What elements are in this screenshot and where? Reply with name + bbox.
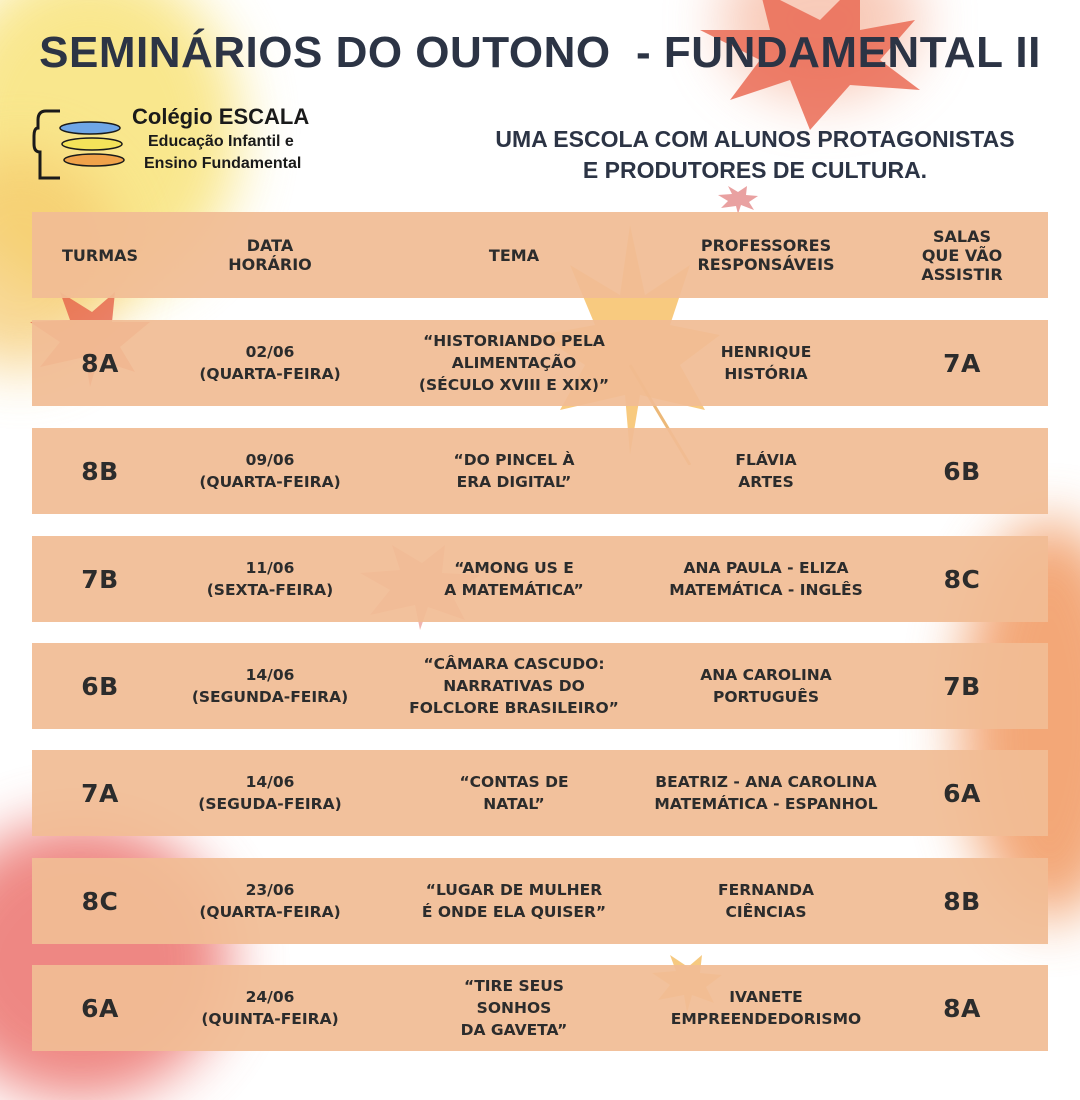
date-cell-text: (SEGUDA-FEIRA): [198, 795, 342, 813]
date-cell: [168, 858, 372, 944]
sala-cell-text: 7B: [943, 671, 981, 701]
tema-cell: [372, 428, 656, 514]
professor-cell-text: ANA CAROLINA: [700, 666, 832, 684]
sala-cell-text: 8B: [943, 886, 981, 916]
header-data: [168, 212, 372, 298]
date-cell-text: 02/06: [245, 343, 295, 361]
professor-cell: [656, 750, 876, 836]
tagline-line: E PRODUTORES DE CULTURA.: [582, 157, 928, 183]
header-text: QUE VÃO: [921, 245, 1003, 265]
tema-cell: [372, 858, 656, 944]
tema-cell: [372, 965, 656, 1051]
tema-cell: [372, 536, 656, 622]
sala-cell: [876, 320, 1048, 406]
turma-cell-text: 8C: [81, 886, 119, 916]
tema-cell-text: “AMONG US E: [454, 559, 574, 577]
date-cell: [168, 750, 372, 836]
date-cell-text: (QUARTA-FEIRA): [199, 365, 341, 383]
sala-cell: [876, 428, 1048, 514]
tema-cell: [372, 320, 656, 406]
date-cell-text: (QUINTA-FEIRA): [201, 1010, 339, 1028]
date-cell: [168, 320, 372, 406]
date-cell: [168, 643, 372, 729]
tema-cell-text: “HISTORIANDO PELA: [423, 332, 605, 350]
tema-cell-text: “CONTAS DE: [459, 773, 569, 791]
tema-cell-text: “LUGAR DE MULHER: [425, 881, 603, 899]
sala-cell: [876, 858, 1048, 944]
tema-cell: [372, 750, 656, 836]
tema-cell-text: ERA DIGITAL”: [456, 473, 572, 491]
header-text: DATA: [246, 236, 294, 255]
table-row: [32, 858, 1048, 944]
tema-cell-text: FOLCLORE BRASILEIRO”: [409, 699, 619, 717]
school-logo-icon: [30, 106, 130, 182]
date-cell-text: 23/06: [245, 881, 295, 899]
header-turmas: [32, 212, 168, 298]
date-cell-text: 14/06: [245, 773, 295, 791]
professor-cell: [656, 643, 876, 729]
header-text: TURMAS: [61, 245, 139, 265]
professor-cell-text: CIÊNCIAS: [725, 903, 807, 921]
date-cell-text: 24/06: [245, 988, 295, 1006]
school-name: Colégio ESCALA: [132, 104, 310, 129]
table-row: [32, 750, 1048, 836]
sala-cell: [876, 536, 1048, 622]
tema-cell: [372, 643, 656, 729]
tema-cell-text: NATAL”: [483, 795, 545, 813]
sala-cell: [876, 643, 1048, 729]
table-row: [32, 536, 1048, 622]
professor-cell: [656, 320, 876, 406]
date-cell-text: (QUARTA-FEIRA): [199, 903, 341, 921]
date-cell-text: 09/06: [245, 451, 295, 469]
header-tema: [372, 212, 656, 298]
date-cell-text: 11/06: [245, 559, 295, 577]
professor-cell: [656, 858, 876, 944]
date-cell: [168, 965, 372, 1051]
turma-cell-text: 7B: [81, 564, 119, 594]
sala-cell: [876, 965, 1048, 1051]
sala-cell-text: 7A: [943, 348, 981, 378]
page-title: SEMINÁRIOS DO OUTONO - FUNDAMENTAL II: [39, 28, 1041, 77]
professor-cell: [656, 965, 876, 1051]
date-cell: [168, 428, 372, 514]
school-subtitle: Educação Infantil e: [148, 133, 294, 150]
professor-cell: [656, 428, 876, 514]
turma-cell-text: 7A: [81, 778, 119, 808]
table-row: [32, 428, 1048, 514]
tema-cell-text: “CÂMARA CASCUDO:: [423, 655, 605, 673]
table-row: [32, 320, 1048, 406]
professor-cell-text: MATEMÁTICA - ESPANHOL: [654, 795, 878, 813]
turma-cell: [32, 428, 168, 514]
tema-cell-text: “TIRE SEUS: [464, 977, 564, 995]
tema-cell-text: ALIMENTAÇÃO: [451, 354, 577, 372]
tagline: [440, 124, 1070, 186]
turma-cell-text: 8A: [81, 348, 119, 378]
turma-cell: [32, 643, 168, 729]
professor-cell-text: HENRIQUE: [720, 343, 812, 361]
turma-cell: [32, 750, 168, 836]
header-text: TEMA: [488, 245, 540, 265]
professor-cell-text: MATEMÁTICA - INGLÊS: [669, 581, 863, 599]
table-header: [32, 212, 1048, 298]
tema-cell-text: SONHOS: [476, 999, 552, 1017]
table-row: [32, 965, 1048, 1051]
professor-cell-text: PORTUGUÊS: [713, 688, 819, 706]
tema-cell-text: DA GAVETA”: [460, 1021, 568, 1039]
sala-cell-text: 8C: [943, 564, 981, 594]
header-text: PROFESSORES: [700, 236, 832, 255]
date-cell-text: (SEGUNDA-FEIRA): [191, 688, 349, 706]
school-subtitle: Ensino Fundamental: [144, 155, 302, 172]
professor-cell: [656, 536, 876, 622]
tema-cell-text: NARRATIVAS DO: [443, 677, 585, 695]
header-professores: [656, 212, 876, 298]
turma-cell-text: 6B: [81, 671, 119, 701]
professor-cell-text: IVANETE: [729, 988, 803, 1006]
school-logo: [30, 100, 360, 184]
professor-cell-text: FERNANDA: [718, 881, 814, 899]
turma-cell-text: 8B: [81, 456, 119, 486]
date-cell-text: 14/06: [245, 666, 295, 684]
date-cell-text: (SEXTA-FEIRA): [206, 581, 334, 599]
professor-cell-text: HISTÓRIA: [724, 365, 808, 383]
tema-cell-text: A MATEMÁTICA”: [444, 581, 584, 599]
header-text: ASSISTIR: [921, 264, 1003, 284]
professor-cell-text: FLÁVIA: [735, 451, 797, 469]
professor-cell-text: ARTES: [738, 473, 794, 491]
date-cell-text: (QUARTA-FEIRA): [199, 473, 341, 491]
professor-cell-text: EMPREENDEDORISMO: [670, 1010, 862, 1028]
professor-cell-text: ANA PAULA - ELIZA: [683, 559, 849, 577]
tema-cell-text: (SÉCULO XVIII E XIX)”: [418, 376, 610, 394]
header-text: SALAS: [932, 226, 991, 246]
turma-cell-text: 6A: [81, 993, 119, 1023]
sala-cell-text: 8A: [943, 993, 981, 1023]
tagline-line: UMA ESCOLA COM ALUNOS PROTAGONISTAS: [495, 126, 1015, 152]
professor-cell-text: BEATRIZ - ANA CAROLINA: [655, 773, 877, 791]
turma-cell: [32, 320, 168, 406]
header-salas: [876, 212, 1048, 298]
sala-cell-text: 6B: [943, 456, 981, 486]
sala-cell-text: 6A: [943, 778, 981, 808]
turma-cell: [32, 858, 168, 944]
tema-cell-text: É ONDE ELA QUISER”: [421, 903, 607, 921]
turma-cell: [32, 536, 168, 622]
tema-cell-text: “DO PINCEL À: [453, 451, 575, 469]
sala-cell: [876, 750, 1048, 836]
header-text: HORÁRIO: [228, 255, 312, 274]
date-cell: [168, 536, 372, 622]
table-row: [32, 643, 1048, 729]
turma-cell: [32, 965, 168, 1051]
header-text: RESPONSÁVEIS: [697, 255, 835, 274]
